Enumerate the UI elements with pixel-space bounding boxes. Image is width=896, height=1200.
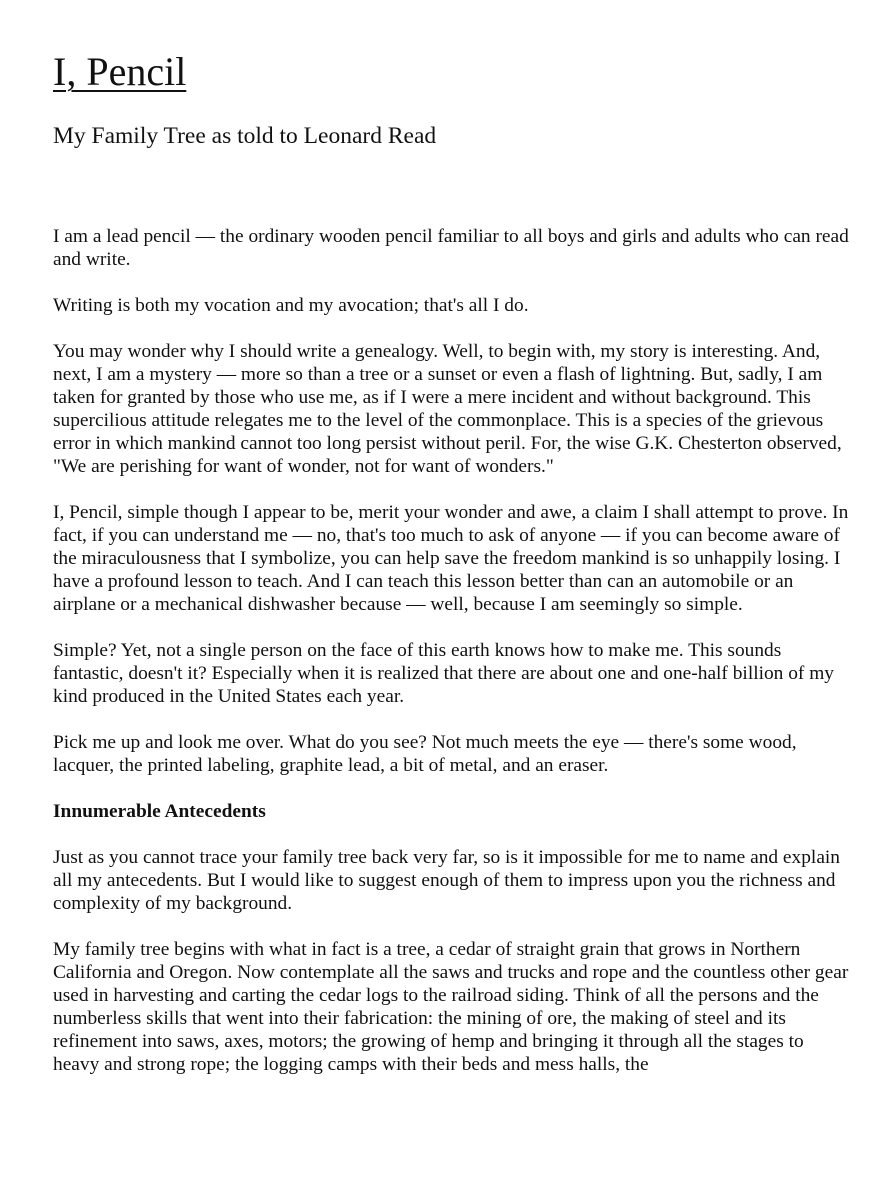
document-title: I, Pencil bbox=[53, 49, 187, 94]
document-body bbox=[53, 225, 853, 1099]
paragraph: You may wonder why I should write a genealogy. Well, to begin with, my story is interesting. And, next, I am a mystery — more so than a tree or a sunset or even a flash of lightning. But, sadly, I am taken for granted by those who use me, as if I were a mere incident and without background. This supercilious attitude relegates me to the level of the commonplace. This is a species of the grievous error in which mankind cannot too long persist without peril. For, the wise G.K. Chesterton observed, "We are perishing for want of wonder, not for want of wonders." bbox=[53, 341, 842, 477]
paragraph: Just as you cannot trace your family tree back very far, so is it impossible for me to name and explain all my antecedents. But I would like to suggest enough of them to impress upon you the richness and complexity of my background. bbox=[53, 847, 841, 914]
document-subtitle: My Family Tree as told to Leonard Read bbox=[53, 123, 437, 149]
paragraph: I am a lead pencil — the ordinary wooden pencil familiar to all boys and girls and adults who can read and write. bbox=[53, 226, 849, 270]
paragraph: My family tree begins with what in fact is a tree, a cedar of straight grain that grows in Northern California and Oregon. Now contemplate all the saws and trucks and rope and the countless other gear used in harvesting and carting the cedar logs to the railroad siding. Think of all the persons and the numberless skills that went into their fabrication: the mining of ore, the making of steel and its refinement into saws, axes, motors; the growing of hemp and bringing it through all the stages to heavy and strong rope; the logging camps with their beds and mess halls, the bbox=[53, 939, 849, 1075]
paragraph: Writing is both my vocation and my avocation; that's all I do. bbox=[53, 295, 529, 316]
paragraph: I, Pencil, simple though I appear to be, merit your wonder and awe, a claim I shall attempt to prove. In fact, if you can understand me — no, that's too much to ask of anyone — if you can become aware of the miraculousness that I symbolize, you can help save the freedom mankind is so unhappily losing. I have a profound lesson to teach. And I can teach this lesson better than can an automobile or an airplane or a mechanical dishwasher because — well, because I am seemingly so simple. bbox=[53, 502, 849, 615]
paragraph: Pick me up and look me over. What do you see? Not much meets the eye — there's some wood, lacquer, the printed labeling, graphite lead, a bit of metal, and an eraser. bbox=[53, 732, 797, 776]
section-heading: Innumerable Antecedents bbox=[53, 801, 266, 822]
paragraph: Simple? Yet, not a single person on the face of this earth knows how to make me. This sounds fantastic, doesn't it? Especially when it is realized that there are about one and one-half billion of my kind produced in the United States each year. bbox=[53, 640, 835, 707]
